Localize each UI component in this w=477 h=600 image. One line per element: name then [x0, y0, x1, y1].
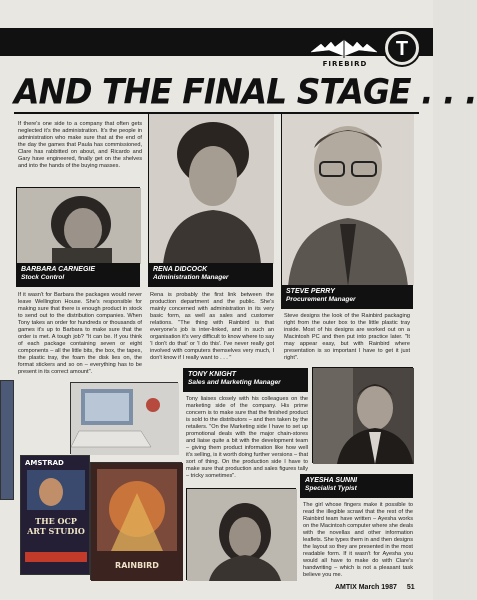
firebird-wings-icon — [309, 38, 379, 60]
ayesha-role: Specialist Typist — [305, 485, 357, 492]
footer-magazine: AMTIX March 1987 — [335, 584, 397, 591]
barbara-photo — [16, 187, 140, 263]
ayesha-caption — [300, 474, 413, 498]
page-footer — [335, 584, 415, 591]
intro-text: If there's one side to a company that often gets neglected it's the administration. It's the people in administration who make sure that at the end of the day the games that Paula has commissioned, Clare has rabbitted on about, and Ricardo and Gary have engineered, finally get on the shelves and into the hands of the buying masses. — [18, 121, 142, 169]
barbara-role: Stock Control — [21, 274, 65, 281]
steve-text: Steve designs the look of the Rainbird packaging right from the outer box to the little plastic tray inside. Most of his designs are worked out on a Macintosh PC and then put into practice later. "It may appear easy, but with Rainbird where presentation is so important I have to get it just right". — [284, 313, 410, 361]
rena-caption — [148, 263, 273, 287]
rena-photo — [148, 113, 273, 263]
ayesha-photo — [186, 488, 296, 580]
tony-text: Tony liaises closely with his colleagues on the marketing side of the company. His prime concern is to make sure that the finished product is sold to the distributors – and then taken by the retailers. "On the Marketing side I have to set up promotional deals with the major chain-stores and liaise quite a bit with the development team – giving them product information like how well it's selling, is it worth doing further versions – that sort of thing. On the production side I have to make sure that production and sales figures tally – tricky sometimes". — [186, 396, 308, 479]
cover-rainbird-label: RAINBIRD — [115, 561, 159, 570]
t-logo-badge — [385, 31, 419, 65]
steve-photo — [281, 113, 413, 285]
rena-role: Administration Manager — [153, 274, 229, 281]
tony-caption — [183, 368, 308, 392]
barbara-name: BARBARA CARNEGIE — [21, 266, 96, 273]
cover-amstrad-label: AMSTRAD — [25, 459, 64, 467]
steve-caption — [281, 285, 413, 309]
tony-photo — [312, 367, 413, 463]
cover-edge-left — [0, 380, 14, 500]
steve-name: STEVE PERRY — [286, 288, 335, 295]
cover-art-studio — [20, 455, 90, 575]
rena-name: RENA DIDCOCK — [153, 266, 208, 273]
footer-page-number: 51 — [406, 584, 415, 591]
page-headline: AND THE FINAL STAGE . . . — [14, 71, 477, 112]
t-logo-letter: T — [395, 38, 409, 60]
cover-art-studio-title: THE OCP ART STUDIO — [27, 516, 85, 536]
ayesha-text: The girl whose fingers make it possible to read the illegible scrawl that the rest of the Rainbird team have written – Ayesha works on the Macintosh computer where she deals with the novellas and other information leaflets. She types them in and then designs the layout so they are presented in the most readable form. If it wasn't for Ayesha you would all have to make do with Clare's handwriting – which is not a pleasant task believe you me. — [303, 502, 413, 578]
tony-name: TONY KNIGHT — [188, 371, 236, 378]
steve-role: Procurement Manager — [286, 296, 356, 303]
barbara-text: If it wasn't for Barbara the packages would never leave Wellington House. She's responsible for making sure that there is enough product in stock to send out to the distribution companies. When Tony takes an order for hundreds or thousands of games it's up to Barbara to make sure that the order is met. A tough job? "It can be. If you think of each package containing seven or eight components – all the little bits, the box, the tapes, the plastic tray, the foam the disk lies on, the format stickers and so on – everything has to be present in its correct amount". — [18, 292, 142, 375]
cover-computer-illustration — [70, 382, 178, 454]
firebird-wordmark: FIREBIRD — [322, 60, 368, 68]
rena-text: Rena is probably the first link between the production department and the public. She's mainly concerned with administration in its very basic form, as well as sales and customer relations. "The thing with Rainbird is that everyone's job is inter-linked, and in such an organisation it's very difficult to know where to say 'I don't do that' or 'I do this'. I've never really got involved with computers themselves very much, I don't know if I really want to . . . " — [150, 292, 274, 361]
barbara-caption — [16, 263, 140, 287]
ayesha-name: AYESHA SUNNI — [305, 477, 358, 484]
tony-role: Sales and Marketing Manager — [188, 379, 281, 386]
cover-rainbird-box — [90, 462, 182, 580]
